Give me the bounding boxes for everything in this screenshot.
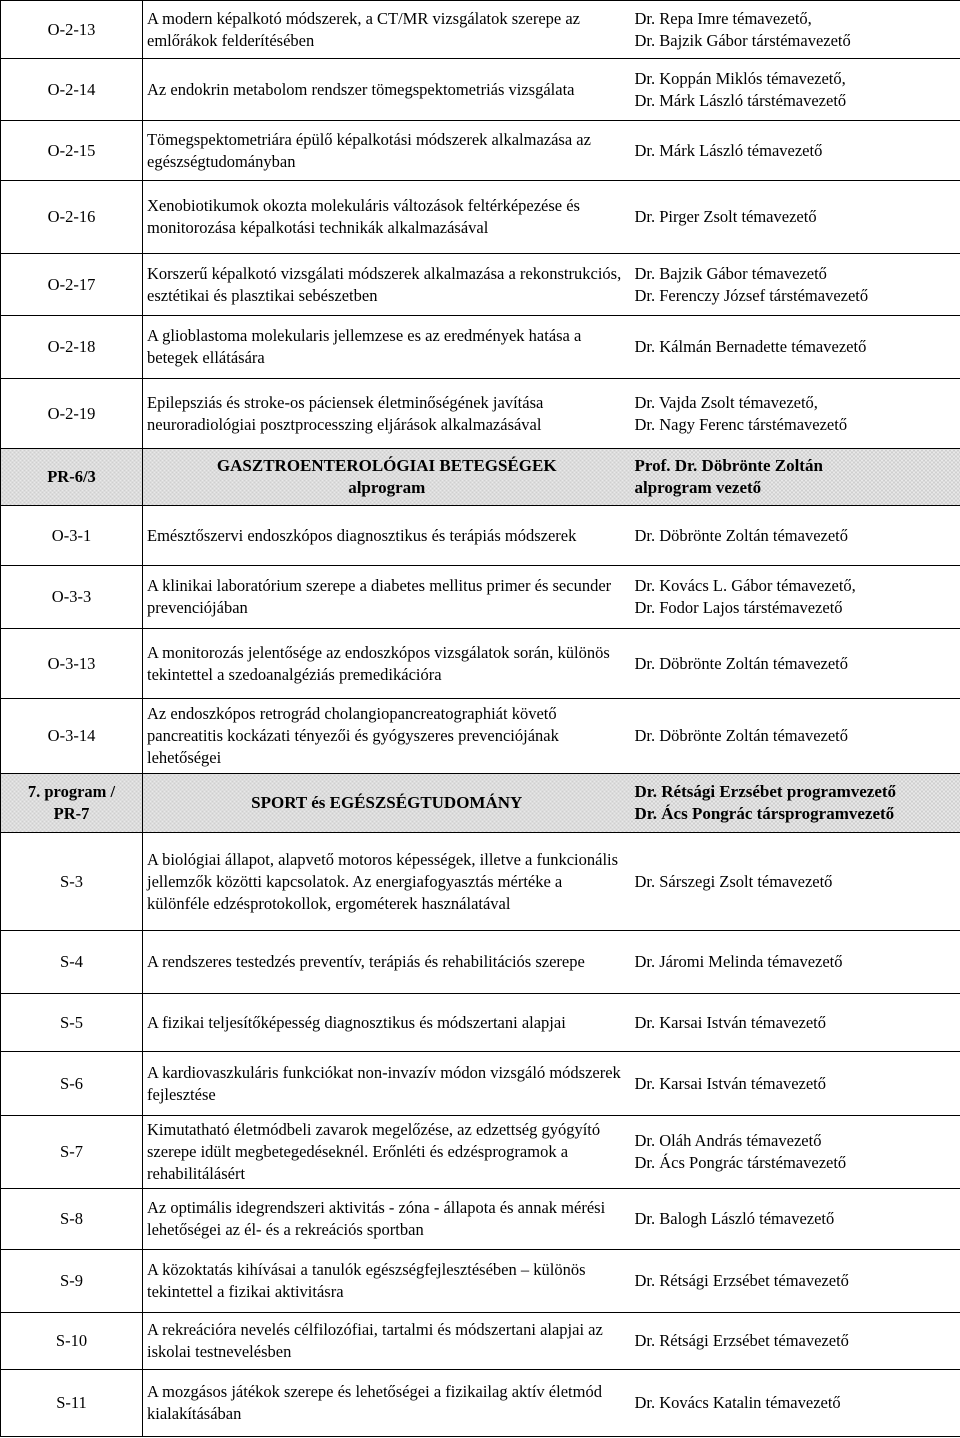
topic-supervisors xyxy=(631,931,960,994)
table-row xyxy=(1,1313,960,1370)
topic-title: A biológiai állapot, alapvető motoros képességek, illetve a funkcionális jellemzők közötti kapcsolatok. Az energiafogyasztás mértéke a különféle edzésprotokollok, ergométerek használatával xyxy=(143,833,631,931)
topic-code: S-3 xyxy=(1,833,143,931)
supervisor: Dr. Kovács Katalin témavezető xyxy=(634,1393,841,1412)
table-row xyxy=(1,1052,960,1116)
program-leaders xyxy=(631,774,960,833)
topic-supervisors xyxy=(631,1116,960,1189)
program-code xyxy=(1,774,143,833)
table-row xyxy=(1,931,960,994)
topic-code: O-3-14 xyxy=(1,699,143,774)
topic-supervisors xyxy=(631,1052,960,1116)
topic-code: S-8 xyxy=(1,1189,143,1250)
table-row xyxy=(1,833,960,931)
table-row xyxy=(1,699,960,774)
topic-code: O-2-19 xyxy=(1,379,143,449)
co-supervisor: Dr. Ferenczy József társtémavezető xyxy=(634,285,869,305)
table-row xyxy=(1,181,960,254)
topic-code: O-3-3 xyxy=(1,566,143,629)
topic-supervisors xyxy=(631,699,960,774)
program-title-text: SPORT és EGÉSZSÉGTUDOMÁNY xyxy=(251,793,523,812)
topic-title: Az endokrin metabolom rendszer tömegspektometriás vizsgálata xyxy=(143,59,631,121)
topic-code: S-5 xyxy=(1,994,143,1052)
topic-code: S-4 xyxy=(1,931,143,994)
table-row xyxy=(1,1189,960,1250)
supervisor: Dr. Koppán Miklós témavezető, xyxy=(634,68,846,88)
table-row xyxy=(1,566,960,629)
topic-supervisors xyxy=(631,566,960,629)
table-row xyxy=(1,629,960,699)
table-row xyxy=(1,1116,960,1189)
subprogram-title-line2: alprogram xyxy=(348,478,426,497)
topic-title: Korszerű képalkotó vizsgálati módszerek alkalmazása a rekonstrukciós, esztétikai és plasztikai sebészetben xyxy=(143,254,631,316)
supervisor: Dr. Vajda Zsolt témavezető, xyxy=(634,392,818,412)
topic-title: A fizikai teljesítőképesség diagnosztikus és módszertani alapjai xyxy=(143,994,631,1052)
topic-code: O-2-15 xyxy=(1,121,143,181)
supervisor: Dr. Pirger Zsolt témavezető xyxy=(634,207,817,226)
topic-supervisors xyxy=(631,379,960,449)
co-supervisor: Dr. Fodor Lajos társtémavezető xyxy=(634,598,843,617)
table-row xyxy=(1,379,960,449)
supervisor: Dr. Márk László témavezető xyxy=(634,140,823,160)
co-supervisor: Dr. Bajzik Gábor társtémavezető xyxy=(634,30,851,50)
supervisor: Dr. Döbrönte Zoltán témavezető xyxy=(634,653,849,673)
topic-code: O-2-16 xyxy=(1,181,143,254)
topic-title: A rekreációra nevelés célfilozófiai, tartalmi és módszertani alapjai az iskolai testnevelésben xyxy=(143,1313,631,1370)
program-code-line1: 7. program / xyxy=(27,782,116,801)
supervisor: Dr. Rétsági Erzsébet témavezető xyxy=(634,1271,849,1290)
table-row xyxy=(1,121,960,181)
topic-supervisors xyxy=(631,121,960,181)
topic-supervisors xyxy=(631,1250,960,1313)
topic-supervisors xyxy=(631,629,960,699)
co-supervisor: Dr. Ács Pongrác társtémavezető xyxy=(634,1153,847,1172)
topic-supervisors xyxy=(631,59,960,121)
program-co-leader: Dr. Ács Pongrác társprogramvezető xyxy=(634,804,895,823)
supervisor: Dr. Rétsági Erzsébet témavezető xyxy=(634,1331,849,1350)
topic-supervisors xyxy=(631,1,960,59)
supervisor: Dr. Oláh András témavezető xyxy=(634,1131,822,1150)
subprogram-leader-role: alprogram vezető xyxy=(634,478,762,497)
topic-title: A glioblastoma molekularis jellemzese es az eredmények hatása a betegek ellátására xyxy=(143,316,631,379)
topic-supervisors xyxy=(631,833,960,931)
supervisor: Dr. Döbrönte Zoltán témavezető xyxy=(634,525,849,545)
topic-supervisors xyxy=(631,506,960,566)
table-row xyxy=(1,1370,960,1437)
topic-title: A közoktatás kihívásai a tanulók egészségfejlesztésében – különös tekintettel a fizikai aktivitásra xyxy=(143,1250,631,1313)
program-leader: Dr. Rétsági Erzsébet programvezető xyxy=(634,782,897,801)
co-supervisor: Dr. Márk László társtémavezető xyxy=(634,90,847,110)
topic-title: Az endoszkópos retrográd cholangiopancreatographiát követő pancreatitis kockázati tényezői és gyógyszeres prevenciójának lehetőségei xyxy=(143,699,631,774)
subprogram-leader-name: Prof. Dr. Döbrönte Zoltán xyxy=(634,456,823,475)
table-row xyxy=(1,1250,960,1313)
topic-code: O-2-18 xyxy=(1,316,143,379)
supervisor: Dr. Bajzik Gábor témavezető xyxy=(634,263,827,283)
co-supervisor: Dr. Nagy Ferenc társtémavezető xyxy=(634,414,848,434)
table-row xyxy=(1,254,960,316)
supervisor: Dr. Döbrönte Zoltán témavezető xyxy=(634,726,849,745)
program-header-row xyxy=(1,774,960,833)
topic-title: Emésztőszervi endoszkópos diagnosztikus és terápiás módszerek xyxy=(143,506,631,566)
table-row xyxy=(1,506,960,566)
supervisor: Dr. Járomi Melinda témavezető xyxy=(634,952,843,971)
topic-title: Xenobiotikumok okozta molekuláris változások feltérképezése és monitorozása képalkotási technikák alkalmazásával xyxy=(143,181,631,254)
supervisor: Dr. Karsai István témavezető xyxy=(634,1012,827,1032)
program-title xyxy=(143,774,631,833)
table-row xyxy=(1,994,960,1052)
topic-title: A rendszeres testedzés preventív, terápiás és rehabilitációs szerepe xyxy=(143,931,631,994)
topic-title: Epilepsziás és stroke-os páciensek életminőségének javítása neuroradiológiai posztprocesszing eljárások alkalmazásával xyxy=(143,379,631,449)
supervisor: Dr. Karsai István témavezető xyxy=(634,1073,827,1093)
table-row xyxy=(1,1,960,59)
topic-supervisors xyxy=(631,994,960,1052)
topic-supervisors xyxy=(631,1313,960,1370)
subprogram-header-row xyxy=(1,449,960,506)
subprogram-leader xyxy=(631,449,960,506)
topic-title: A modern képalkotó módszerek, a CT/MR vizsgálatok szerepe az emlőrákok felderítésében xyxy=(143,1,631,59)
table-row xyxy=(1,316,960,379)
topic-supervisors xyxy=(631,316,960,379)
topic-title: A klinikai laboratórium szerepe a diabetes mellitus primer és secunder prevenciójában xyxy=(143,566,631,629)
topic-title: Kimutatható életmódbeli zavarok megelőzése, az edzettség gyógyító szerepe idült megbetegedéseknél. Erőnléti és edzésprogramok a rehabilitálásért xyxy=(143,1116,631,1189)
topic-code: S-11 xyxy=(1,1370,143,1437)
supervisor: Dr. Balogh László témavezető xyxy=(634,1209,835,1228)
supervisor: Dr. Kovács L. Gábor témavezető, xyxy=(634,576,856,595)
subprogram-code: PR-6/3 xyxy=(1,449,143,506)
supervisor: Dr. Repa Imre témavezető, xyxy=(634,8,812,28)
topic-code: S-6 xyxy=(1,1052,143,1116)
topic-title: A mozgásos játékok szerepe és lehetőségei a fizikailag aktív életmód kialakításában xyxy=(143,1370,631,1437)
topic-title: Tömegspektometriára épülő képalkotási módszerek alkalmazása az egészségtudományban xyxy=(143,121,631,181)
topic-code: S-10 xyxy=(1,1313,143,1370)
topic-code: O-2-14 xyxy=(1,59,143,121)
topic-code: O-3-13 xyxy=(1,629,143,699)
topic-title: A monitorozás jelentősége az endoszkópos vizsgálatok során, különös tekintettel a szedoanalgéziás premedikációra xyxy=(143,629,631,699)
topic-code: O-2-13 xyxy=(1,1,143,59)
program-code-line2: PR-7 xyxy=(53,804,90,823)
topic-code: O-3-1 xyxy=(1,506,143,566)
topic-code: S-7 xyxy=(1,1116,143,1189)
supervisor: Dr. Kálmán Bernadette témavezető xyxy=(634,337,867,356)
subprogram-title-line1: GASZTROENTEROLÓGIAI BETEGSÉGEK xyxy=(216,456,557,475)
topic-title: A kardiovaszkuláris funkciókat non-invazív módon vizsgáló módszerek fejlesztése xyxy=(143,1052,631,1116)
topic-code: O-2-17 xyxy=(1,254,143,316)
topic-supervisors xyxy=(631,181,960,254)
topic-supervisors xyxy=(631,1189,960,1250)
topic-title: Az optimális idegrendszeri aktivitás - zóna - állapota és annak mérési lehetőségei az él- és a rekreációs sportban xyxy=(143,1189,631,1250)
subprogram-title xyxy=(143,449,631,506)
topic-supervisors xyxy=(631,254,960,316)
topic-code: S-9 xyxy=(1,1250,143,1313)
table-row xyxy=(1,59,960,121)
topic-supervisors xyxy=(631,1370,960,1437)
supervisor: Dr. Sárszegi Zsolt témavezető xyxy=(634,871,833,891)
